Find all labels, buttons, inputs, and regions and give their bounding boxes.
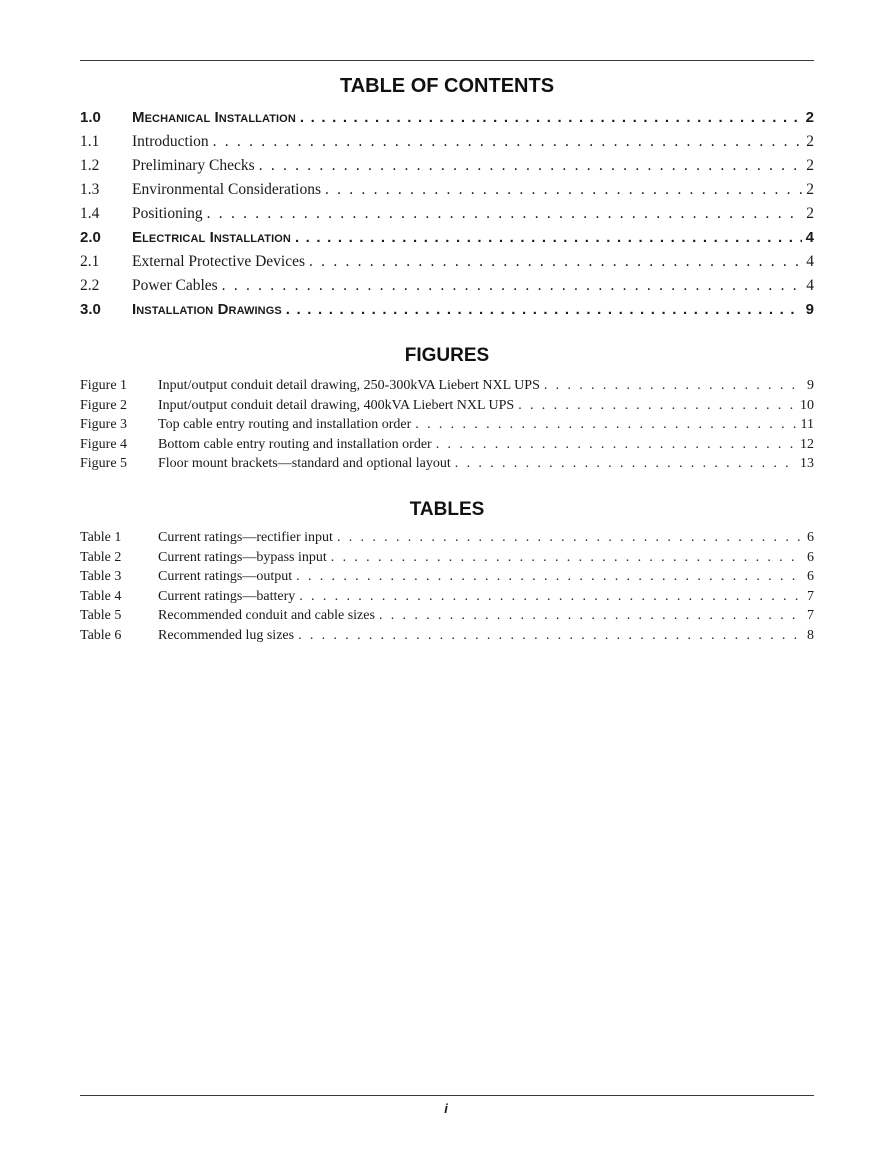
table-entry-label: Table 2 xyxy=(80,549,122,565)
figure-entry-title: Input/output conduit detail drawing, 250-300kVA Liebert NXL UPS xyxy=(158,378,540,393)
figure-entry-page: 11 xyxy=(800,417,814,433)
table-entry[interactable] xyxy=(80,528,814,548)
table-entry-page: 6 xyxy=(807,549,814,565)
toc-entry-title: Power Cables xyxy=(132,277,218,294)
toc-entry-number: 1.1 xyxy=(80,133,100,150)
toc-entry-title: Preliminary Checks xyxy=(132,157,255,174)
toc-entry-page: 2 xyxy=(806,157,814,174)
toc-entry-number: 1.4 xyxy=(80,205,100,222)
toc-entry-page: 4 xyxy=(805,229,814,246)
table-entry-title: Current ratings—output xyxy=(158,569,293,585)
dot-leader xyxy=(411,415,796,435)
toc-list xyxy=(80,106,814,322)
table-entry[interactable] xyxy=(80,606,814,626)
toc-entry-page: 4 xyxy=(806,277,814,294)
figure-entry-page: 9 xyxy=(807,378,814,393)
toc-page xyxy=(80,74,814,646)
table-entry-title: Recommended conduit and cable sizes xyxy=(158,608,375,624)
dot-leader xyxy=(209,130,803,154)
toc-entry-page: 2 xyxy=(806,181,814,198)
table-entry-page: 7 xyxy=(807,608,814,624)
table-entry-title: Current ratings—rectifier input xyxy=(158,529,333,545)
toc-entry-page: 2 xyxy=(805,109,814,126)
figure-entry[interactable] xyxy=(80,435,814,455)
dot-leader xyxy=(321,178,802,202)
toc-entry-title: Installation Drawings xyxy=(132,301,282,318)
figure-entry[interactable] xyxy=(80,454,814,474)
dot-leader xyxy=(282,298,802,322)
dot-leader xyxy=(540,376,803,396)
footer-rule xyxy=(80,1095,814,1096)
toc-entry[interactable] xyxy=(80,130,814,154)
toc-entry[interactable] xyxy=(80,274,814,298)
table-entry-label: Table 3 xyxy=(80,569,122,585)
table-entry[interactable] xyxy=(80,587,814,607)
dot-leader xyxy=(218,274,803,298)
toc-entry-title: Environmental Considerations xyxy=(132,181,321,198)
table-entry-page: 6 xyxy=(807,529,814,545)
table-entry-label: Table 4 xyxy=(80,588,122,604)
toc-entry-title: Introduction xyxy=(132,133,209,150)
toc-entry-title: Mechanical Installation xyxy=(132,109,296,126)
dot-leader xyxy=(432,435,796,455)
toc-entry[interactable] xyxy=(80,178,814,202)
page-number: i xyxy=(444,1101,448,1116)
dot-leader xyxy=(305,250,802,274)
figure-entry-label: Figure 5 xyxy=(80,456,128,472)
toc-entry-number: 1.2 xyxy=(80,157,100,174)
toc-entry-page: 2 xyxy=(806,205,814,222)
header-rule xyxy=(80,60,814,61)
toc-entry[interactable] xyxy=(80,298,814,322)
figures-heading: FIGURES xyxy=(404,345,490,366)
figures-list xyxy=(80,376,814,474)
dot-leader xyxy=(255,154,803,178)
toc-entry[interactable] xyxy=(80,154,814,178)
toc-entry-page: 9 xyxy=(805,301,814,318)
toc-entry-page: 4 xyxy=(806,253,814,270)
toc-entry-number: 1.3 xyxy=(80,181,100,198)
figure-entry-title: Bottom cable entry routing and installation order xyxy=(158,436,432,452)
dot-leader xyxy=(294,626,803,646)
table-entry-title: Recommended lug sizes xyxy=(158,627,295,643)
dot-leader xyxy=(514,396,796,416)
table-entry-title: Current ratings—battery xyxy=(158,588,296,604)
toc-entry-number: 1.0 xyxy=(80,109,101,126)
figure-entry[interactable] xyxy=(80,376,814,396)
dot-leader xyxy=(295,587,803,607)
figure-entry-label: Figure 1 xyxy=(80,378,128,393)
figure-entry-label: Figure 2 xyxy=(80,397,128,413)
toc-entry-title: Electrical Installation xyxy=(132,229,291,246)
dot-leader xyxy=(296,106,802,130)
figure-entry-page: 13 xyxy=(800,456,814,472)
figure-entry-title: Floor mount brackets—standard and optional layout xyxy=(158,456,451,472)
toc-entry[interactable] xyxy=(80,226,814,250)
toc-entry[interactable] xyxy=(80,250,814,274)
table-entry-page: 7 xyxy=(807,588,814,604)
toc-entry[interactable] xyxy=(80,202,814,226)
toc-entry-page: 2 xyxy=(806,133,814,150)
toc-entry[interactable] xyxy=(80,106,814,130)
dot-leader xyxy=(451,454,796,474)
table-entry[interactable] xyxy=(80,567,814,587)
table-entry-page: 6 xyxy=(807,569,814,585)
dot-leader xyxy=(333,528,803,548)
dot-leader xyxy=(203,202,803,226)
figure-entry[interactable] xyxy=(80,415,814,435)
toc-entry-title: External Protective Devices xyxy=(132,253,306,270)
toc-entry-number: 2.0 xyxy=(80,229,101,246)
figure-entry-label: Figure 3 xyxy=(80,417,128,433)
toc-heading: TABLE OF CONTENTS xyxy=(339,75,555,97)
tables-heading: TABLES xyxy=(409,498,485,520)
dot-leader xyxy=(375,606,803,626)
table-entry[interactable] xyxy=(80,548,814,568)
figure-entry[interactable] xyxy=(80,396,814,416)
dot-leader xyxy=(327,548,803,568)
toc-entry-number: 2.1 xyxy=(80,253,100,270)
figure-entry-page: 12 xyxy=(800,436,814,452)
toc-entry-title: Positioning xyxy=(132,205,203,222)
dot-leader xyxy=(291,226,802,250)
table-entry-title: Current ratings—bypass input xyxy=(158,549,327,565)
figure-entry-page: 10 xyxy=(800,397,814,413)
table-entry[interactable] xyxy=(80,626,814,646)
dot-leader xyxy=(292,567,803,587)
table-entry-label: Table 6 xyxy=(80,627,122,643)
toc-entry-number: 2.2 xyxy=(80,277,100,294)
figure-entry-title: Input/output conduit detail drawing, 400kVA Liebert NXL UPS xyxy=(158,397,515,413)
figure-entry-title: Top cable entry routing and installation order xyxy=(158,417,412,433)
table-entry-label: Table 1 xyxy=(80,529,122,545)
tables-list xyxy=(80,528,814,646)
figure-entry-label: Figure 4 xyxy=(80,436,128,452)
toc-entry-number: 3.0 xyxy=(80,301,101,318)
table-entry-page: 8 xyxy=(807,627,814,643)
table-entry-label: Table 5 xyxy=(80,608,122,624)
